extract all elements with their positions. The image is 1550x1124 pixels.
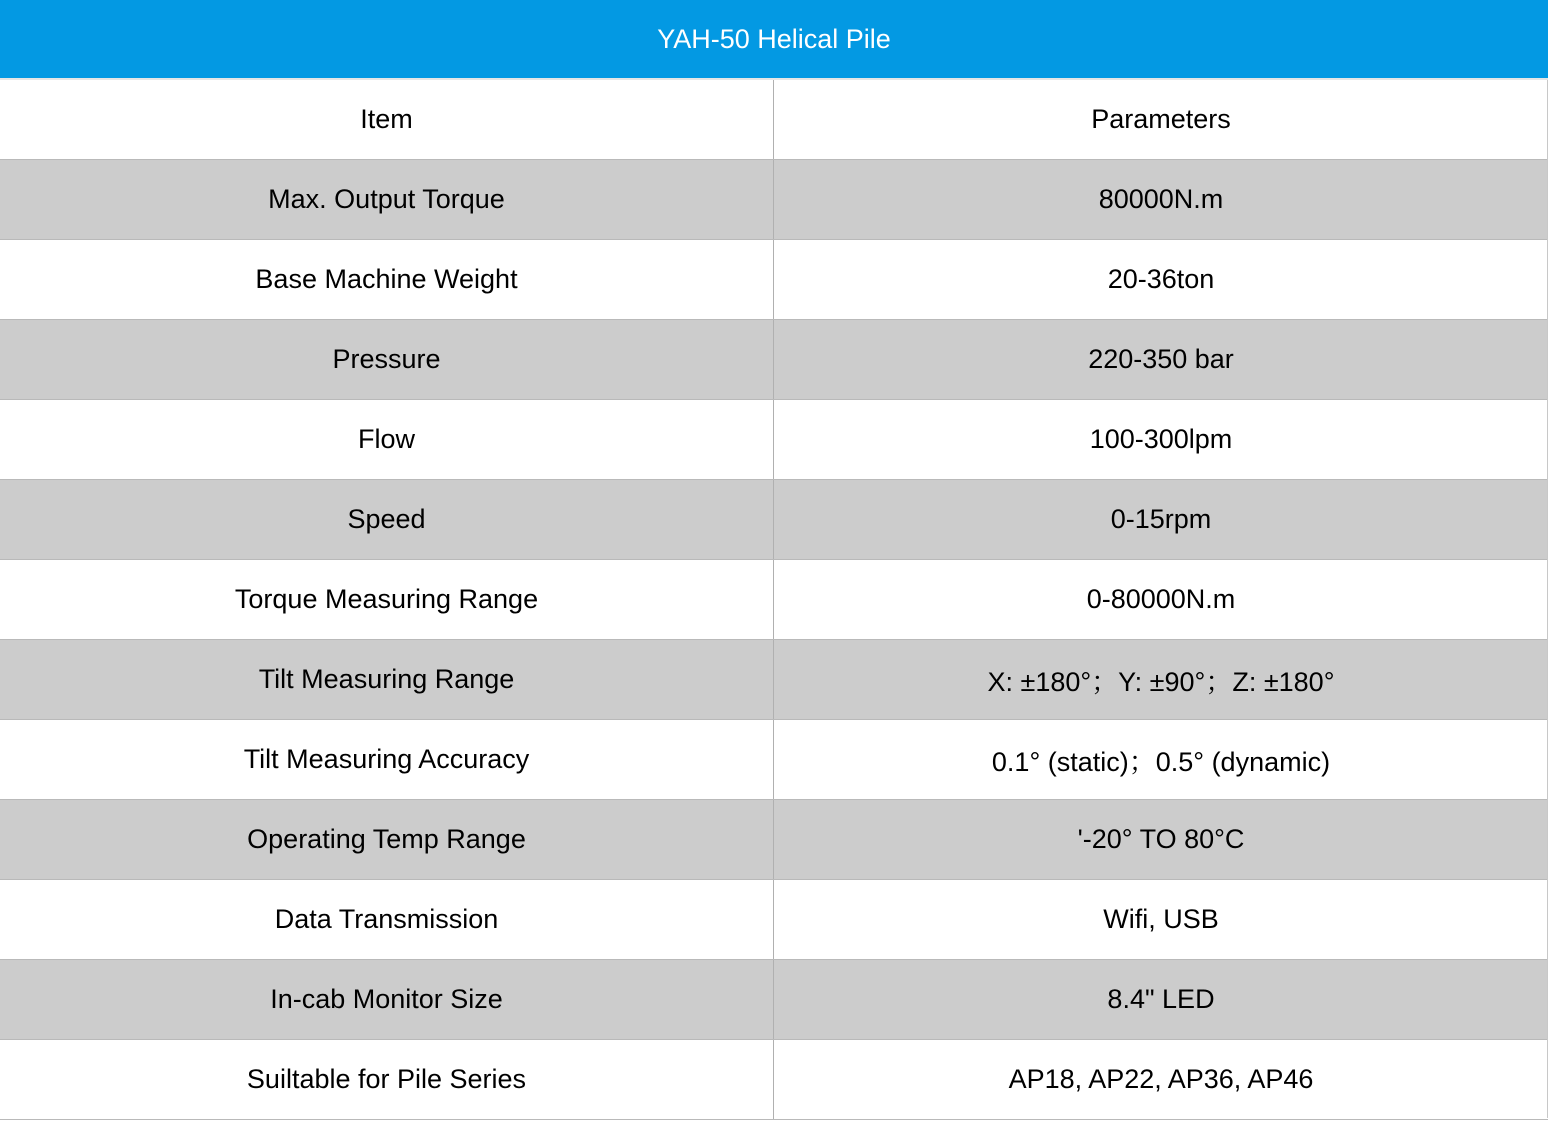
- table-header-row: [0, 80, 1548, 160]
- row-item-label: Speed: [0, 480, 774, 559]
- table-right-border: [1547, 80, 1548, 1118]
- row-parameter-value: 20-36ton: [1107, 264, 1215, 294]
- table-title: YAH-50 Helical Pile: [0, 0, 1548, 80]
- row-parameter-value: 0-15rpm: [1110, 504, 1212, 534]
- table-row: [0, 720, 1548, 800]
- table-row: [0, 880, 1548, 960]
- row-parameter-value: 100-300lpm: [1089, 424, 1233, 454]
- table-row: [0, 320, 1548, 400]
- row-item-label: Data Transmission: [0, 880, 774, 959]
- row-item-label: Tilt Measuring Accuracy: [0, 720, 774, 799]
- table-row: [0, 160, 1548, 240]
- row-item-label: Flow: [0, 400, 774, 479]
- table-row: [0, 640, 1548, 720]
- row-parameter-value: 220-350 bar: [1088, 344, 1234, 374]
- row-item-label: Torque Measuring Range: [0, 560, 774, 639]
- row-item-label: Suiltable for Pile Series: [0, 1040, 774, 1119]
- row-parameter-value: X: ±180°；Y: ±90°；Z: ±180°: [987, 667, 1335, 697]
- row-item-label: Operating Temp Range: [0, 800, 774, 879]
- table-row: [0, 400, 1548, 480]
- table-row: [0, 960, 1548, 1040]
- row-item-label: Max. Output Torque: [0, 160, 774, 239]
- row-parameter-value: 0.1° (static)；0.5° (dynamic): [991, 747, 1331, 777]
- row-parameter-value: 0-80000N.m: [1086, 584, 1236, 614]
- header-item: Item: [0, 80, 774, 159]
- row-parameter-value: AP18, AP22, AP36, AP46: [1008, 1064, 1314, 1094]
- header-parameters: Parameters: [1091, 104, 1231, 134]
- table-row: [0, 1040, 1548, 1120]
- table-row: [0, 800, 1548, 880]
- table-row: [0, 240, 1548, 320]
- row-item-label: Tilt Measuring Range: [0, 640, 774, 719]
- table-row: [0, 480, 1548, 560]
- table-row: [0, 560, 1548, 640]
- row-parameter-value: 80000N.m: [1098, 184, 1224, 214]
- row-parameter-value: 8.4" LED: [1107, 984, 1215, 1014]
- row-item-label: Pressure: [0, 320, 774, 399]
- row-item-label: In-cab Monitor Size: [0, 960, 774, 1039]
- row-item-label: Base Machine Weight: [0, 240, 774, 319]
- row-parameter-value: Wifi, USB: [1103, 904, 1219, 934]
- row-parameter-value: '-20° TO 80°C: [1077, 824, 1245, 854]
